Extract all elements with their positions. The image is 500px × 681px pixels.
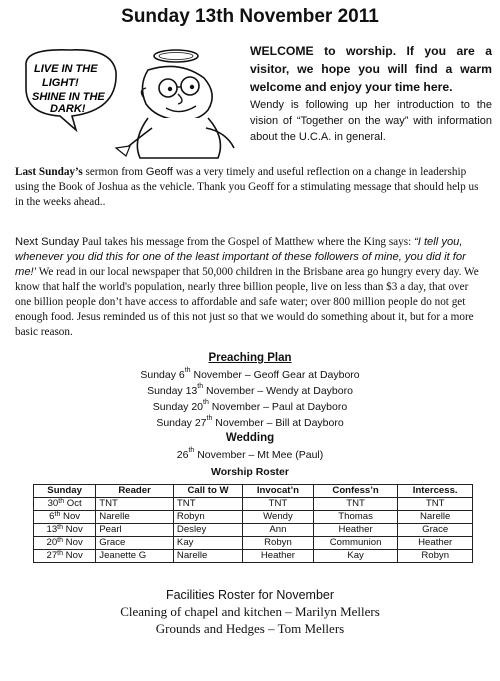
table-cell: Narelle [398,511,473,524]
table-cell: Communion [313,537,398,550]
column-header: Reader [96,485,174,498]
cartoon-caption-line-3: SHINE IN THE [32,91,105,103]
last-sunday-paragraph [15,165,487,210]
table-row [34,511,473,524]
table-cell: Wendy [243,511,314,524]
cartoon-caption-line-4: DARK! [50,103,86,115]
facilities-heading: Facilities Roster for November [165,588,335,602]
table-cell: Ann [243,524,314,537]
table-cell: Robyn [243,537,314,550]
table-header-row [34,485,473,498]
table-cell: Robyn [173,511,242,524]
preaching-plan-item: Sunday 13th November – Wendy at Dayboro [147,383,353,397]
table-cell: Heather [313,524,398,537]
table-cell: Pearl [96,524,174,537]
table-cell: TNT [398,498,473,511]
column-header: Sunday [34,485,96,498]
wedding-heading: Wedding [225,432,275,444]
table-row [34,550,473,563]
wedding-detail: 26th November – Mt Mee (Paul) [176,447,324,461]
sunday-date-cell: 6th Nov [34,511,96,524]
preaching-plan-item: Sunday 6th November – Geoff Gear at Dayboro [140,367,360,381]
column-header: Invocat’n [243,485,314,498]
cartoon-caption-line-2: LIGHT! [42,77,79,89]
table-cell: Grace [96,537,174,550]
table-cell: Robyn [398,550,473,563]
facilities-cleaning: Cleaning of chapel and kitchen – Marilyn Mellers [120,604,380,619]
last-sunday-text: was a very timely and useful reflection on a change in leadership using the Book of Joshua as the vehicle. Thank you Geoff for a stimulating message that should help us in the weeks ahead.. [15,166,479,208]
table-cell: TNT [173,498,242,511]
preaching-plan-heading: Preaching Plan [208,352,292,364]
table-row [34,498,473,511]
table-row [34,524,473,537]
table-cell: Heather [243,550,314,563]
table-cell: Narelle [96,511,174,524]
worship-roster-table [33,484,473,563]
column-header: Call to W [173,485,242,498]
table-cell: Narelle [173,550,242,563]
table-cell: Thomas [313,511,398,524]
worship-roster-heading: Worship Roster [211,466,289,478]
preaching-plan-item: Sunday 27th November – Bill at Dayboro [156,415,344,429]
table-cell: Heather [398,537,473,550]
table-cell: Kay [173,537,242,550]
table-cell: TNT [313,498,398,511]
table-row [34,537,473,550]
last-sunday-lead: Last Sunday’s [15,166,83,178]
sunday-date-cell: 27th Nov [34,550,96,563]
next-sunday-quote: “I tell you, whenever you did this for one of the least important of these followers of mine, you did it for me!’ [15,236,466,278]
table-cell: Grace [398,524,473,537]
table-cell: Desley [173,524,242,537]
last-sunday-pre-name: sermon from [82,166,146,178]
next-sunday-lead: Next Sunday [15,236,80,248]
preaching-plan-item: Sunday 20th November – Paul at Dayboro [152,399,348,413]
page-title: Sunday 13th November 2011 [121,6,379,27]
table-cell: TNT [96,498,174,511]
table-cell: Kay [313,550,398,563]
wendy-introduction: Wendy is following up her introduction to the vision of “Together on the way” with information about the U.C.A. in general. [250,99,492,143]
column-header: Confess’n [313,485,398,498]
next-sunday-paragraph [15,235,487,340]
sunday-date-cell: 13th Nov [34,524,96,537]
cartoon-caption-line-1: LIVE IN THE [34,63,98,75]
table-cell: TNT [243,498,314,511]
cartoon-illustration [20,44,240,160]
table-cell: Jeanette G [96,550,174,563]
facilities-grounds: Grounds and Hedges – Tom Mellers [155,621,345,636]
next-sunday-text: We read in our local newspaper that 50,000 children in the Brisbane area go hungry every day. We know that half the world's population, nearly three billion people, live on less than $3 a day, that over one billion people don’t have access to affordable and safe water; over 800 million people do not get enough food. Jesus reminded us of this not just so that we would do something about it, but for a more basic reason. [15,266,479,338]
next-sunday-intro: Paul takes his message from the Gospel of Matthew where the King says: [79,236,414,248]
sunday-date-cell: 30th Oct [34,498,96,511]
last-sunday-preacher: Geoff [145,166,173,178]
welcome-message: WELCOME to worship. If you are a visitor, we hope you will find a warm welcome and enjoy your time here. [250,44,492,94]
column-header: Intercess. [398,485,473,498]
sunday-date-cell: 20th Nov [34,537,96,550]
